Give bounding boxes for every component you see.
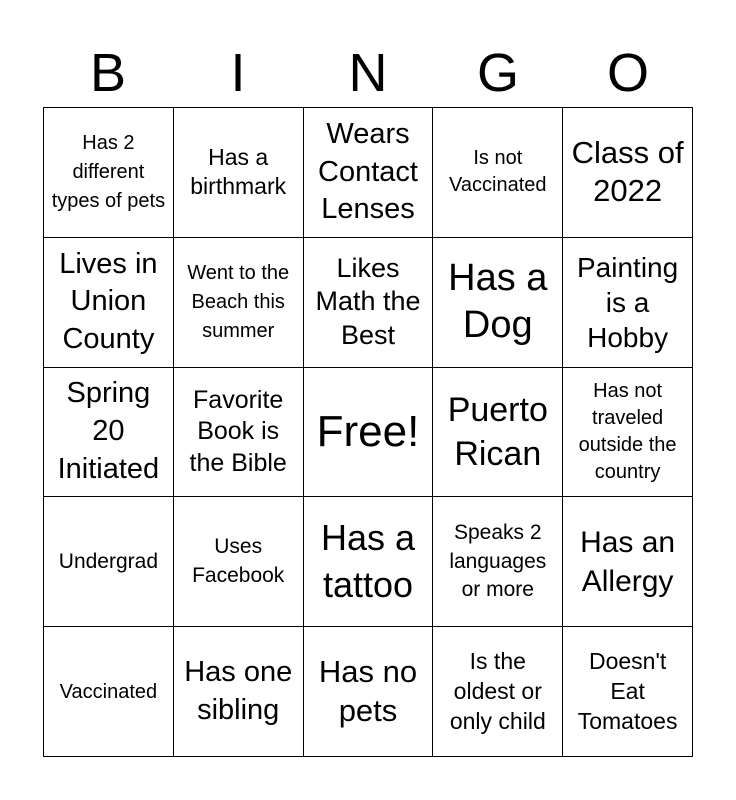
bingo-cell-text: Has an Allergy <box>580 525 676 598</box>
bingo-cell[interactable] <box>563 238 693 368</box>
bingo-cell-text: Has not traveled outside the country <box>578 379 677 483</box>
bingo-cell-text: Painting is a Hobby <box>577 251 679 353</box>
bingo-cell-text: Puerto Rican <box>447 390 548 473</box>
bingo-cell[interactable] <box>433 627 563 757</box>
bingo-cell-text: Favorite Book is the Bible <box>189 386 287 477</box>
bingo-cell-text: Doesn't Eat Tomatoes <box>577 647 678 734</box>
bingo-cell[interactable] <box>44 238 174 368</box>
bingo-cell[interactable] <box>563 368 693 498</box>
bingo-cell[interactable] <box>44 108 174 238</box>
bingo-cell-text: Spring 20 Initiated <box>57 377 160 485</box>
bingo-cell-text: Likes Math the Best <box>315 252 421 351</box>
header-letter-o: O <box>606 43 649 103</box>
bingo-cell[interactable] <box>433 368 563 498</box>
bingo-cell[interactable] <box>304 497 434 627</box>
bingo-cell[interactable] <box>433 238 563 368</box>
bingo-cell[interactable] <box>563 497 693 627</box>
bingo-cell-text: Vaccinated <box>59 680 158 703</box>
bingo-cell[interactable] <box>563 108 693 238</box>
bingo-cell-text: Class of 2022 <box>571 134 684 209</box>
bingo-cell-text: Has 2 different types of pets <box>51 131 166 212</box>
header-letter-g: G <box>476 43 519 103</box>
bingo-cell[interactable] <box>304 238 434 368</box>
bingo-cell[interactable] <box>304 368 434 498</box>
bingo-cell[interactable] <box>304 108 434 238</box>
bingo-cell-text: Has one sibling <box>184 655 293 726</box>
bingo-cell-text: Has no pets <box>318 653 418 728</box>
bingo-cell-text: Has a Dog <box>448 256 548 347</box>
bingo-cell[interactable] <box>433 497 563 627</box>
bingo-cell[interactable] <box>174 497 304 627</box>
bingo-cell-text: Has a tattoo <box>320 516 416 605</box>
bingo-cell[interactable] <box>174 368 304 498</box>
bingo-cell-text: Lives in Union County <box>59 247 158 356</box>
bingo-cell-text: Is not Vaccinated <box>449 147 547 197</box>
bingo-cell-text: Went to the Beach this summer <box>187 261 290 342</box>
bingo-cell[interactable] <box>304 627 434 757</box>
header-letter-n: N <box>348 43 388 103</box>
bingo-cell-text: Free! <box>316 406 420 456</box>
bingo-cell[interactable] <box>174 238 304 368</box>
bingo-cell[interactable] <box>433 108 563 238</box>
bingo-cell-text: Is the oldest or only child <box>449 647 546 734</box>
bingo-cell[interactable] <box>174 108 304 238</box>
bingo-cell-text: Wears Contact Lenses <box>318 117 418 226</box>
bingo-cell[interactable] <box>44 627 174 757</box>
bingo-cell[interactable] <box>174 627 304 757</box>
bingo-cell[interactable] <box>44 368 174 498</box>
bingo-cell-text: Uses Facebook <box>192 535 285 587</box>
bingo-cell[interactable] <box>563 627 693 757</box>
bingo-cell-text: Speaks 2 languages or more <box>449 521 547 601</box>
bingo-cell-text: Undergrad <box>58 549 159 573</box>
bingo-cell[interactable] <box>44 497 174 627</box>
header-letter-i: I <box>230 43 246 103</box>
bingo-header <box>43 40 693 106</box>
bingo-board <box>43 107 693 757</box>
bingo-cell-text: Has a birthmark <box>190 143 287 200</box>
header-letter-b: B <box>89 43 127 103</box>
